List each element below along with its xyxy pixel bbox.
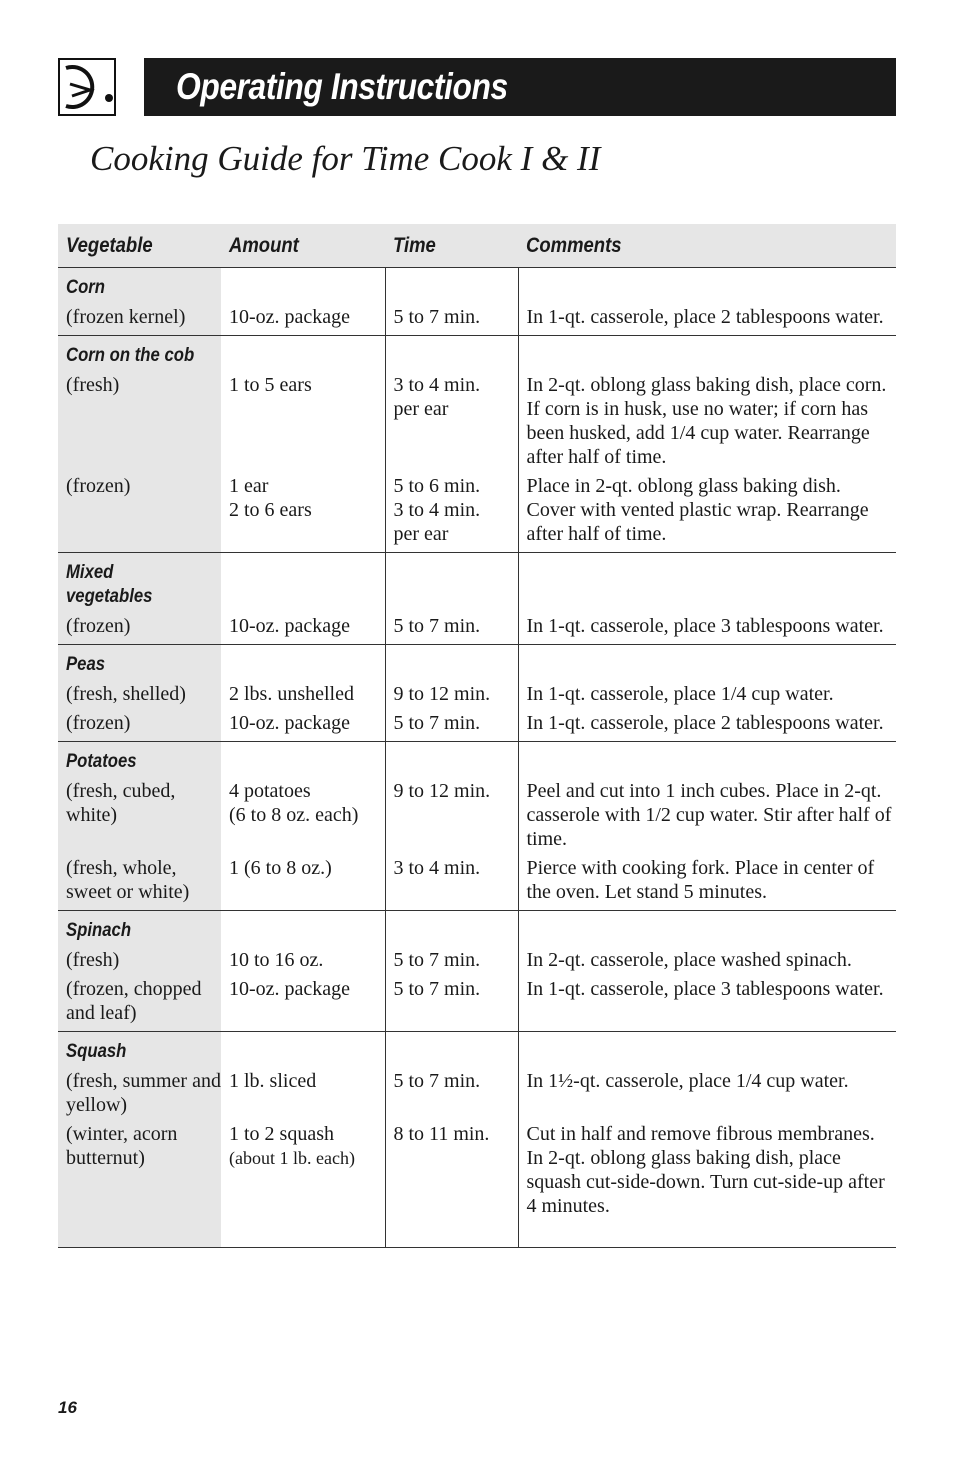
- category-row: [58, 645, 896, 678]
- amount-cell: 10-oz. package: [221, 609, 385, 645]
- vegetable-group-squash: [58, 1032, 896, 1248]
- time-cell: 3 to 4 min. per ear: [385, 368, 518, 469]
- amount-cell: 10-oz. package: [221, 706, 385, 742]
- vegetable-group-potatoes: [58, 742, 896, 911]
- time-cell: 9 to 12 min.: [385, 774, 518, 851]
- column-header-amount: Amount: [221, 224, 385, 268]
- vegetable-group-corn: [58, 268, 896, 336]
- comments-cell: In 1-qt. casserole, place 3 tablespoons water.: [518, 972, 896, 1032]
- comments-cell: Peel and cut into 1 inch cubes. Place in 2-qt. casserole with 1/2 cup water. Stir after half of time.: [518, 774, 896, 851]
- table-row: [58, 1064, 896, 1117]
- category-row: [58, 268, 896, 301]
- column-header-vegetable: Vegetable: [58, 224, 221, 268]
- vegetable-group-peas: [58, 645, 896, 742]
- category-name: Corn: [66, 277, 106, 298]
- category-row: [58, 1032, 896, 1065]
- vegetable-cell: (frozen): [58, 469, 221, 553]
- category-row: [58, 336, 896, 369]
- table-row: [58, 1117, 896, 1247]
- table-header-row: [58, 224, 896, 268]
- category-row: [58, 911, 896, 944]
- vegetable-cell: (frozen kernel): [58, 300, 221, 336]
- comments-cell: In 1-qt. casserole, place 1/4 cup water.: [518, 677, 896, 706]
- vegetable-cell: (frozen, chopped and leaf): [58, 972, 221, 1032]
- category-name: Mixed vegetables: [66, 562, 153, 607]
- vegetable-cell: (winter, acorn butternut): [58, 1117, 221, 1247]
- vegetable-cell: (fresh, shelled): [58, 677, 221, 706]
- vegetable-group-spinach: [58, 911, 896, 1032]
- cooking-guide-table: [58, 224, 896, 1248]
- comments-cell: In 1-qt. casserole, place 3 tablespoons water.: [518, 609, 896, 645]
- section-title: Operating Instructions: [176, 66, 508, 107]
- column-header-comments: Comments: [518, 224, 896, 268]
- comments-cell: In 2-qt. casserole, place washed spinach.: [518, 943, 896, 972]
- brand-logo-icon: [58, 58, 116, 116]
- vegetable-cell: (fresh, summer and yellow): [58, 1064, 221, 1117]
- time-cell: 9 to 12 min.: [385, 677, 518, 706]
- time-cell: 3 to 4 min.: [385, 851, 518, 911]
- category-row: [58, 742, 896, 775]
- time-cell: 8 to 11 min.: [385, 1117, 518, 1247]
- table-row: [58, 469, 896, 553]
- time-cell: 5 to 6 min. 3 to 4 min. per ear: [385, 469, 518, 553]
- comments-cell: In 2-qt. oblong glass baking dish, place corn. If corn is in husk, use no water; if corn has been husked, add 1/4 cup water. Rearrange after half of time.: [518, 368, 896, 469]
- table-row: [58, 972, 896, 1032]
- category-name: Peas: [66, 654, 106, 675]
- vegetable-cell: (fresh, cubed, white): [58, 774, 221, 851]
- amount-value: 1 to 2 squash: [229, 1123, 334, 1145]
- amount-cell: 1 ear 2 to 6 ears: [221, 469, 385, 553]
- amount-cell: 2 lbs. unshelled: [229, 683, 354, 705]
- time-cell: 5 to 7 min.: [385, 609, 518, 645]
- vegetable-group-mixed-vegetables: [58, 553, 896, 645]
- table-row: [58, 706, 896, 742]
- vegetable-cell: (frozen): [58, 609, 221, 645]
- amount-cell: 4 potatoes (6 to 8 oz. each): [229, 780, 359, 826]
- comments-cell: Pierce with cooking fork. Place in center of the oven. Let stand 5 minutes.: [518, 851, 896, 911]
- column-header-time: Time: [385, 224, 518, 268]
- vegetable-group-corn-on-the-cob: [58, 336, 896, 553]
- page-title: Cooking Guide for Time Cook I & II: [90, 139, 601, 178]
- vegetable-cell: (frozen): [58, 706, 221, 742]
- table-row: [58, 677, 896, 706]
- table-row: [58, 851, 896, 911]
- time-cell: 5 to 7 min.: [385, 706, 518, 742]
- amount-cell: 1 to 5 ears: [229, 374, 312, 396]
- amount-cell: 10-oz. package: [221, 300, 385, 336]
- category-name: Spinach: [66, 920, 132, 941]
- time-cell: 5 to 7 min.: [385, 972, 518, 1032]
- vegetable-cell: (fresh): [58, 943, 221, 972]
- table-row: [58, 609, 896, 645]
- vegetable-cell: (fresh): [58, 368, 221, 469]
- amount-cell: 10-oz. package: [221, 972, 385, 1032]
- page-number: 16: [58, 1398, 77, 1417]
- comments-cell: Cut in half and remove fibrous membranes. In 2-qt. oblong glass baking dish, place squash cut-side-down. Turn cut-side-up after 4 minutes.: [518, 1117, 896, 1247]
- table-row: [58, 774, 896, 851]
- category-name: Squash: [66, 1041, 127, 1062]
- comments-cell: Place in 2-qt. oblong glass baking dish. Cover with vented plastic wrap. Rearrange after half of time.: [518, 469, 896, 553]
- amount-cell: 1 (6 to 8 oz.): [221, 851, 385, 911]
- table-row: [58, 943, 896, 972]
- amount-cell: 10 to 16 oz.: [229, 949, 324, 971]
- comments-cell: In 1-qt. casserole, place 2 tablespoons water.: [518, 706, 896, 742]
- category-name: Corn on the cob: [66, 345, 195, 366]
- category-name: Potatoes: [66, 751, 137, 772]
- table-row: [58, 368, 896, 469]
- comments-cell: In 1½-qt. casserole, place 1/4 cup water.: [518, 1064, 896, 1117]
- comments-cell: In 1-qt. casserole, place 2 tablespoons water.: [518, 300, 896, 336]
- vegetable-cell: (fresh, whole, sweet or white): [58, 851, 221, 911]
- time-cell: 5 to 7 min.: [385, 1064, 518, 1117]
- amount-cell: 1 lb. sliced: [229, 1070, 317, 1092]
- table-row: [58, 300, 896, 336]
- header-bar: [144, 58, 896, 116]
- time-cell: 5 to 7 min.: [385, 943, 518, 972]
- amount-cell: [221, 1117, 385, 1247]
- category-row: [58, 553, 896, 610]
- amount-note: (about 1 lb. each): [229, 1148, 355, 1168]
- time-cell: 5 to 7 min.: [385, 300, 518, 336]
